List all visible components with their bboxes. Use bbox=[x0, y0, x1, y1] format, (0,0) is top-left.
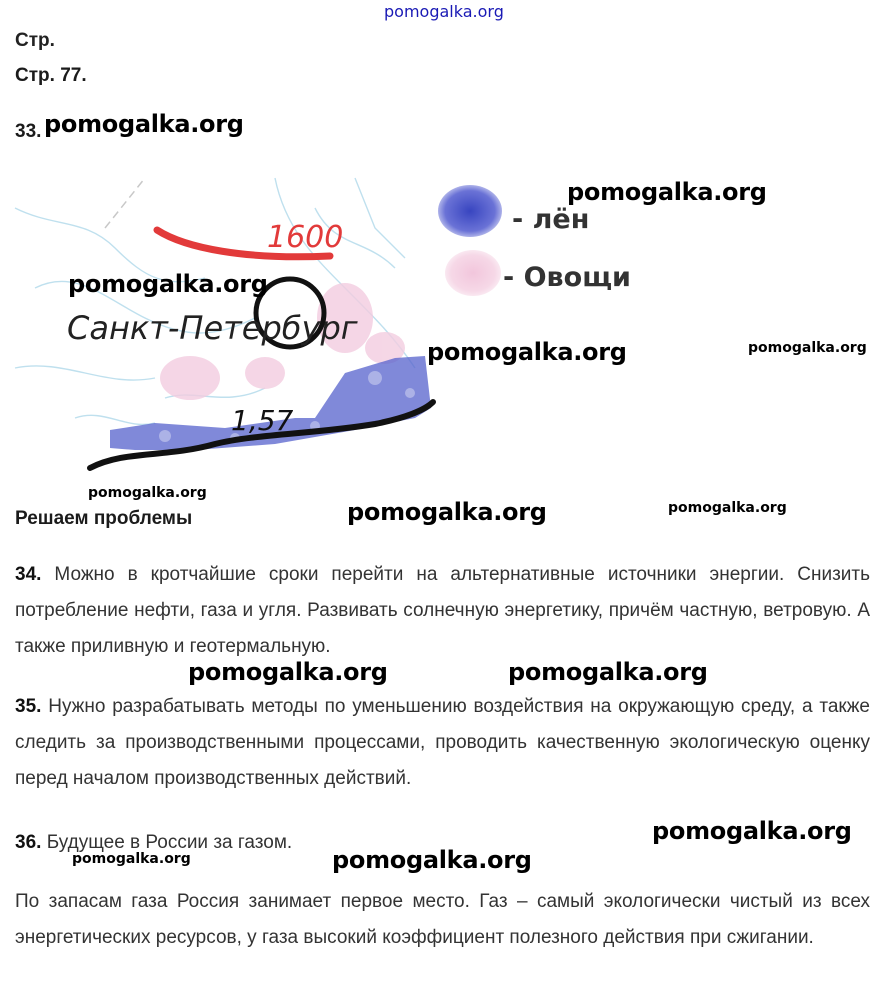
legend-vegetables-swatch bbox=[445, 250, 501, 296]
answer-lead-text: Будущее в России за газом. bbox=[46, 832, 293, 853]
page-reference: Стр. 77. bbox=[15, 65, 87, 86]
section-title: Решаем проблемы bbox=[15, 508, 193, 529]
map-label-1600: 1600 bbox=[267, 220, 344, 255]
watermark: pomogalka.org bbox=[567, 178, 767, 206]
cropped-text-fragment: Стр. bbox=[15, 30, 55, 51]
watermark: pomogalka.org bbox=[88, 485, 207, 501]
legend-vegetables-label: - Овощи bbox=[503, 262, 631, 293]
watermark: pomogalka.org bbox=[668, 500, 787, 516]
watermark: pomogalka.org bbox=[188, 658, 388, 686]
watermark: pomogalka.org bbox=[508, 658, 708, 686]
answer-number: 36. bbox=[15, 832, 42, 853]
watermark: pomogalka.org bbox=[72, 851, 191, 867]
watermark: pomogalka.org bbox=[652, 817, 852, 845]
legend-flax-label: - лён bbox=[512, 204, 590, 235]
watermark: pomogalka.org bbox=[427, 338, 627, 366]
answer-number: 35. bbox=[15, 696, 42, 717]
answer-text: Можно в кротчайшие сроки перейти на альтернативные источники энергии. Снизить потребление нефти, газа и угля. Развивать солнечную энергетику, причём частную, ветровую. А также приливную и геотермальную. bbox=[15, 564, 871, 657]
watermark: pomogalka.org bbox=[332, 846, 532, 874]
legend-flax-swatch bbox=[438, 185, 502, 237]
answer-34 bbox=[15, 557, 870, 665]
top-watermark-link[interactable]: pomogalka.org bbox=[384, 2, 504, 21]
watermark: pomogalka.org bbox=[748, 340, 867, 356]
watermark: pomogalka.org bbox=[44, 110, 244, 138]
watermark: pomogalka.org bbox=[68, 270, 268, 298]
answer-number: 34. bbox=[15, 564, 42, 585]
answer-36-text: По запасам газа Россия занимает первое место. Газ – самый экологически чистый из всех энергетических ресурсов, у газа высокий коэффициент полезного действия при сжигании. bbox=[15, 891, 870, 948]
answer-35 bbox=[15, 689, 870, 797]
answer-text: Нужно разрабатывать методы по уменьшению воздействия на окружающую среду, а также следить за производственными процессами, проводить качественную экологическую оценку перед началом производственных действий. bbox=[15, 696, 870, 789]
watermark: pomogalka.org bbox=[347, 498, 547, 526]
map-label-city: Санкт-Петербург bbox=[67, 309, 358, 347]
map-label-157: 1,57 bbox=[231, 404, 294, 437]
map-fragment bbox=[15, 168, 435, 476]
task-number-33: 33. bbox=[15, 121, 42, 142]
